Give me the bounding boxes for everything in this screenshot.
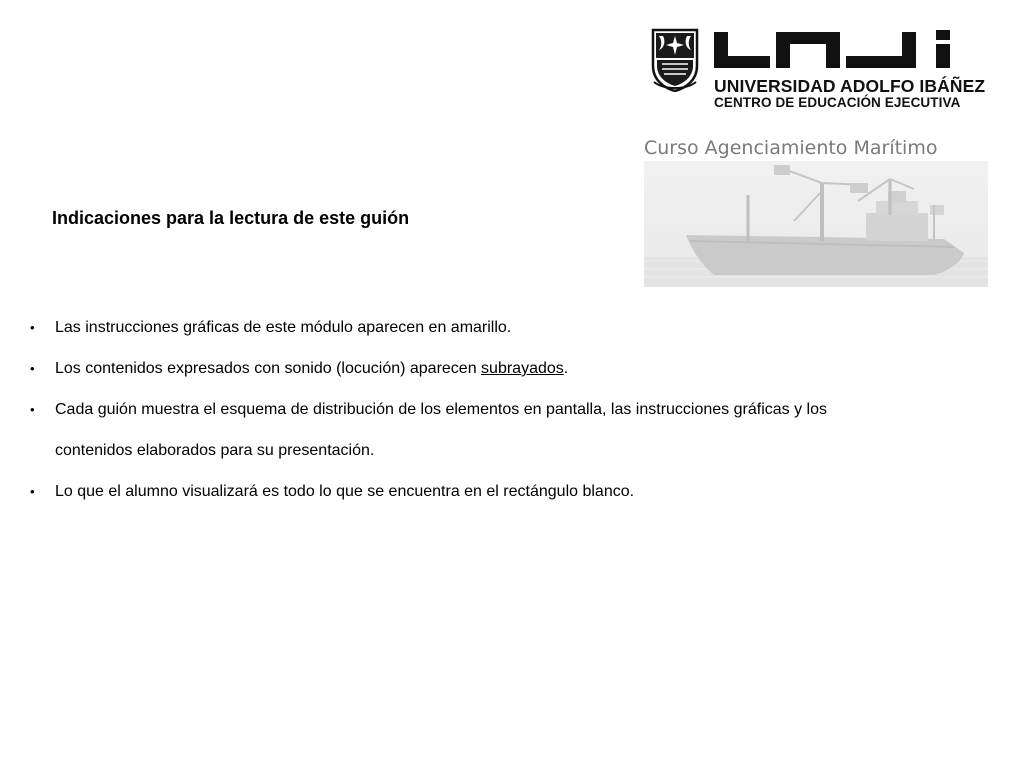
uai-monogram-icon — [714, 30, 958, 70]
list-item-continuation: contenidos elaborados para su presentación. — [55, 442, 375, 459]
instruction-list — [30, 307, 930, 512]
university-shield-icon — [650, 28, 700, 92]
bullet-icon: • — [30, 361, 35, 376]
bullet-icon: • — [30, 402, 35, 417]
ship-banner-image — [644, 161, 988, 287]
list-item-text-end: . — [563, 360, 569, 377]
list-item-text: Cada guión muestra el esquema de distribución de los elementos en pantalla, las instrucciones gráficas y los — [55, 401, 827, 418]
list-item-text: Los contenidos expresados con sonido (locución) aparecen — [55, 360, 482, 377]
bullet-icon: • — [30, 320, 35, 335]
list-item — [30, 307, 930, 348]
section-heading: Indicaciones para la lectura de este guión — [52, 208, 410, 228]
list-item-text: Lo que el alumno visualizará es todo lo que se encuentra en el rectángulo blanco. — [55, 483, 635, 500]
underlined-word: subrayados — [481, 360, 564, 377]
list-item — [30, 471, 930, 512]
university-name: UNIVERSIDAD ADOLFO IBÁÑEZ — [714, 76, 986, 96]
center-name: CENTRO DE EDUCACIÓN EJECUTIVA — [714, 95, 961, 110]
list-item — [30, 348, 930, 389]
bullet-icon: • — [30, 484, 35, 499]
university-logo — [648, 26, 986, 112]
list-item-text: Las instrucciones gráficas de este módulo aparecen en amarillo. — [55, 319, 512, 336]
course-title: Curso Agenciamiento Marítimo — [644, 137, 938, 159]
list-item — [30, 389, 930, 471]
